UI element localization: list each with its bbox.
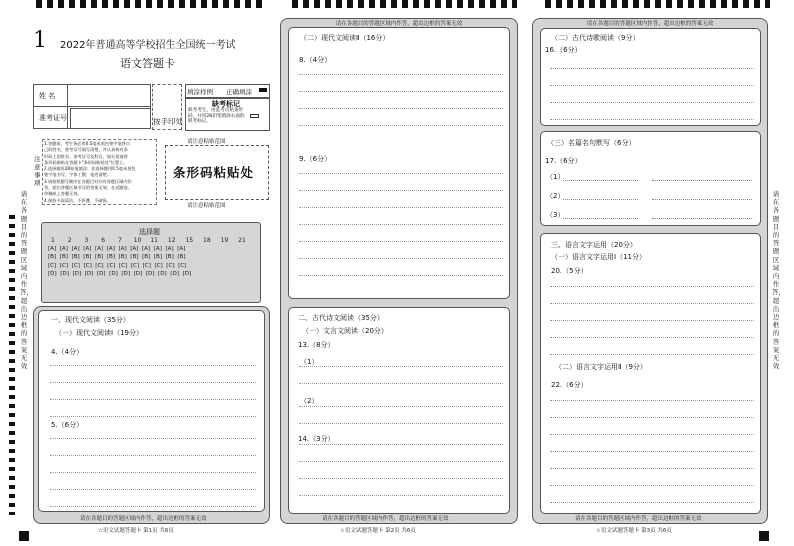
note-line: 条形码揭贴在答题卡"条形码粘贴处"位置上。	[44, 159, 128, 165]
timing-marks-top	[545, 0, 770, 8]
page3-header-note: 请在各题目的答题区域内作答，超出边框的答案无效	[586, 21, 714, 27]
question-sub-label: （1）	[546, 173, 565, 181]
q-number: 10	[133, 237, 142, 244]
fill-correct-icon	[259, 88, 267, 92]
answer-lines[interactable]	[299, 390, 503, 424]
name-field[interactable]	[68, 85, 151, 107]
section-heading: （二）古代诗歌阅读（9分）	[551, 34, 640, 42]
card-title: 语文答题卡	[120, 57, 175, 70]
barcode-label: 条形码粘贴处	[173, 165, 255, 180]
q-number: 6	[101, 237, 106, 244]
choice-row-d[interactable]: [D] [D] [D] [D] [D] [D] [D] [D] [D] [D] [D] [D]	[48, 270, 192, 277]
subsection-heading: （二）语言文字运用Ⅱ（9分）	[555, 363, 647, 371]
timing-marks-top	[292, 0, 517, 8]
question-label: 9.（6分）	[299, 155, 332, 163]
question-label: 17.（6分）	[545, 157, 582, 165]
section-heading: 三、语言文字运用（20分）	[551, 241, 637, 249]
question-label: 22.（6分）	[551, 381, 588, 389]
page3-footer-note: 请在各题目的答题区域内作答，超出边框的答案无效	[575, 516, 702, 522]
choice-row-b[interactable]: [B] [B] [B] [B] [B] [B] [B] [B] [B] [B] [B] [B]	[48, 254, 186, 261]
question-label: 5.（6分）	[51, 421, 84, 429]
q-number: 2	[67, 237, 72, 244]
timing-marks-left	[9, 215, 15, 515]
section-heading: （二）现代文阅读Ⅱ（16分）	[300, 34, 390, 42]
name-label: 姓 名	[34, 85, 68, 107]
note-line: 答，超出答题区域书写的答案无效；在试题卷、	[44, 185, 132, 191]
subsection-heading: （一）现代文阅读Ⅰ（19分）	[55, 329, 143, 337]
notes-text	[44, 141, 156, 204]
page3-footer-page: ☆语文试题答题卡 第3页 共6页	[596, 528, 672, 534]
blank-line[interactable]	[652, 180, 752, 181]
choice-bubbles[interactable]	[48, 245, 191, 278]
note-line: 4.保持卡面清洁，不折叠，不破损。	[44, 197, 111, 203]
blank-line[interactable]	[563, 218, 638, 219]
exam-title: 2022年普通高等学校招生全国统一考试	[60, 40, 236, 51]
question-sub-label: （1）	[300, 358, 319, 366]
answer-lines[interactable]	[550, 52, 754, 120]
fill-correct-label: 正确填涂	[226, 88, 252, 96]
note-line: 2.选择题用2B铅笔填涂；非选择题用0.5毫米黑色	[44, 166, 136, 172]
fill-example-label: 填涂样例	[187, 88, 213, 96]
answer-lines[interactable]	[299, 58, 503, 126]
blank-line[interactable]	[652, 218, 752, 219]
blank-line[interactable]	[563, 199, 638, 200]
q-number: 3	[84, 237, 89, 244]
section-heading: 二、古代诗文阅读（35分）	[298, 314, 384, 322]
subsection-heading: （一）语言文字运用Ⅰ（11分）	[551, 253, 646, 261]
barcode-hint-bottom: 请注意粘贴范围	[187, 203, 226, 209]
blank-line[interactable]	[652, 199, 752, 200]
answer-lines[interactable]	[299, 157, 503, 276]
q-number: 15	[185, 237, 194, 244]
timing-marks-top	[36, 0, 266, 8]
page2-header-note: 请在各题目的答题区域内作答，超出边框的答案无效	[335, 21, 463, 27]
question-label: 16.（6分）	[545, 46, 582, 54]
question-label: 4.（4分）	[51, 348, 84, 356]
q-number: 18	[203, 237, 211, 244]
question-label: 13.（8分）	[298, 341, 335, 349]
q-number: 7	[118, 237, 122, 244]
id-label: 准考证号	[34, 107, 68, 129]
side-note-right: 请在各题目的答题区域内作答，超出边框的答案无效	[772, 190, 785, 371]
q-number: 21	[238, 237, 246, 244]
note-line: 1.答题前，考生务必用0.5毫米黑色签字笔将自	[44, 141, 131, 146]
answer-lines[interactable]	[550, 270, 754, 355]
absent-text: 缺考考生，由监考员粘条形码，并用2B铅笔填涂右面的缺考标记。	[188, 108, 245, 125]
q-number: 19	[220, 237, 229, 244]
corner-block-icon	[19, 531, 29, 541]
absent-title: 缺考标记	[212, 100, 240, 108]
corner-block-icon	[759, 531, 769, 541]
absent-mark-checkbox[interactable]	[250, 114, 259, 118]
q-number: 1	[51, 237, 55, 244]
subsection-heading: （一）文言文阅读（20分）	[302, 327, 388, 335]
note-line: 3.请按照题号顺序在各题目对应的答题区域内作	[44, 178, 132, 184]
q-number: 11	[150, 237, 158, 244]
choice-row-c[interactable]: [C] [C] [C] [C] [C] [C] [C] [C] [C] [C] [C] [C]	[48, 262, 187, 269]
blank-line[interactable]	[563, 180, 638, 181]
section-heading: （三）名篇名句默写（6分）	[547, 139, 636, 147]
page2-footer-page: ☆语文试题答题卡 第2页 共6页	[340, 528, 416, 534]
answer-lines[interactable]	[299, 350, 503, 384]
answer-lines[interactable]	[50, 349, 256, 417]
note-line: 草稿纸上答题无效。	[44, 191, 82, 197]
id-box[interactable]	[70, 108, 151, 129]
choice-title: 选择题	[139, 228, 160, 236]
answer-lines[interactable]	[299, 428, 503, 496]
answer-lines[interactable]	[50, 422, 256, 507]
notes-side-label: 注意事项	[34, 155, 41, 187]
barcode-hint-top: 请注意粘贴范围	[187, 139, 226, 145]
choice-row-a[interactable]: [A] [A] [A] [A] [A] [A] [A] [A] [A] [A] [A] [A]	[48, 246, 186, 252]
note-line: 签字笔书写，字体工整，笔迹清楚。	[44, 172, 112, 178]
question-sub-label: （2）	[546, 192, 565, 200]
page1-footer-note: 请在各题目的答题区域内作答，超出边框的答案无效	[80, 516, 207, 522]
fingerprint-label: 按手印处	[153, 117, 183, 126]
q-number: 12	[167, 237, 176, 244]
answer-lines[interactable]	[550, 384, 754, 503]
side-note-left: 请在各题目的答题区域内作答，超出边框的答案无效	[20, 190, 33, 371]
note-line: 己的姓名、准考证号填写清楚，并认真核对条	[44, 147, 128, 153]
page2-footer-note: 请在各题目的答题区域内作答，超出边框的答案无效	[322, 516, 449, 522]
note-line: 形码上的姓名、准考证号及科目，如无误请将	[44, 153, 128, 159]
question-label: 8.（4分）	[299, 56, 332, 64]
question-sub-label: （3）	[546, 211, 565, 219]
question-sub-label: （2）	[300, 397, 319, 405]
section-heading: 一、现代文阅读（35分）	[51, 316, 130, 324]
question-label: 20.（5分）	[551, 267, 588, 275]
corner-mark: 1	[33, 28, 47, 53]
question-label: 14.（3分）	[298, 435, 335, 443]
page1-footer-page: ☆语文试题答题卡 第1页 共6页	[98, 528, 174, 534]
